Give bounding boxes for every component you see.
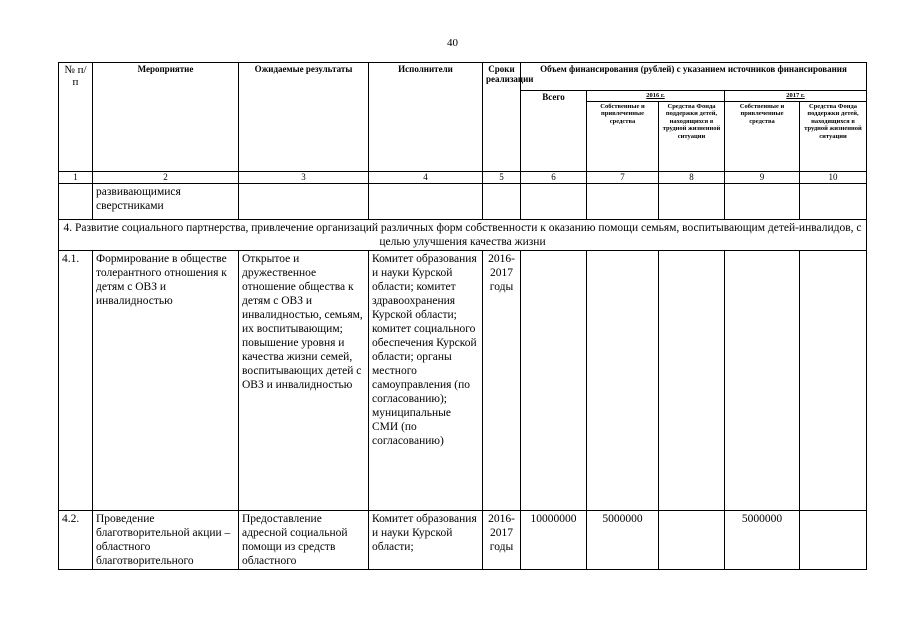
header-own-funds-2017: Собственные и привлеченные средства (725, 101, 800, 171)
row-total (521, 250, 587, 510)
column-number: 3 (239, 171, 369, 183)
row-fund-2016 (659, 510, 725, 569)
row-executors: Комитет образования и науки Курской области; (369, 510, 483, 569)
row-total: 10000000 (521, 510, 587, 569)
header-col-no: № п/п (59, 63, 93, 172)
table-row-continued (59, 183, 867, 219)
column-number: 2 (93, 171, 239, 183)
continued-event-text: развивающимися сверстниками (93, 183, 239, 219)
header-col-event: Мероприятие (93, 63, 239, 172)
column-number: 4 (369, 171, 483, 183)
table-row (59, 510, 867, 569)
header-own-funds-2016: Собственные и привлеченные средства (587, 101, 659, 171)
row-event: Формирование в обществе толерантного отношения к детям с ОВЗ и инвалидностью (93, 250, 239, 510)
row-results: Предоставление адресной социальной помощи из средств областного (239, 510, 369, 569)
row-own-2017: 5000000 (725, 510, 800, 569)
table-row (59, 250, 867, 510)
row-number: 4.2. (59, 510, 93, 569)
row-fund-2016 (659, 250, 725, 510)
column-number: 7 (587, 171, 659, 183)
column-number: 5 (483, 171, 521, 183)
row-number: 4.1. (59, 250, 93, 510)
row-event: Проведение благотворительной акции – областного благотворительного (93, 510, 239, 569)
row-results: Открытое и дружественное отношение общества к детям с ОВЗ и инвалидностью, семьям, их воспитывающим; повышение уровня и качества жизни семей, воспитывающих детей с ОВЗ и инвалидностью (239, 250, 369, 510)
header-col-total: Всего (521, 91, 587, 172)
header-year-2017: 2017 г. (725, 91, 867, 102)
row-own-2017 (725, 250, 800, 510)
header-year-2016: 2016 г. (587, 91, 725, 102)
column-number: 1 (59, 171, 93, 183)
section-title: 4. Развитие социального партнерства, привлечение организаций различных форм собственности к оказанию помощи семьям, воспитывающим детей-инвалидов, с целью улучшения качества жизни (59, 219, 867, 250)
header-fund-2017: Средства Фонда поддержки детей, находящихся в трудной жизненной ситуации (800, 101, 867, 171)
row-own-2016 (587, 250, 659, 510)
header-col-funding: Объем финансирования (рублей) с указанием источников финансирования (521, 63, 867, 91)
row-own-2016: 5000000 (587, 510, 659, 569)
header-col-executors: Исполнители (369, 63, 483, 172)
row-terms: 2016-2017 годы (483, 510, 521, 569)
column-number: 9 (725, 171, 800, 183)
header-col-results: Ожидаемые результаты (239, 63, 369, 172)
header-fund-2016: Средства Фонда поддержки детей, находящихся в трудной жизненной ситуации (659, 101, 725, 171)
row-executors: Комитет образования и науки Курской области; комитет здравоохранения Курской области; комитет социального обеспечения Курской области; органы местного самоуправления (по согласованию); муниципальные СМИ (по согласованию) (369, 250, 483, 510)
funding-table (58, 62, 867, 570)
row-fund-2017 (800, 510, 867, 569)
page-number: 40 (447, 37, 458, 49)
row-terms: 2016-2017 годы (483, 250, 521, 510)
column-number: 6 (521, 171, 587, 183)
column-number: 10 (800, 171, 867, 183)
header-col-terms: Сроки реализации (483, 63, 521, 172)
row-fund-2017 (800, 250, 867, 510)
column-number: 8 (659, 171, 725, 183)
